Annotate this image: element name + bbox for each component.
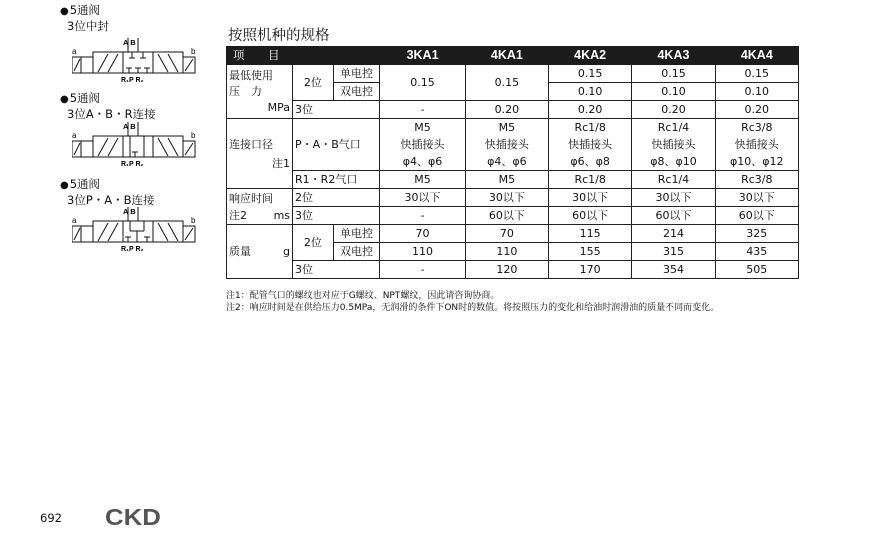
tube-size: φ6、φ8 <box>570 155 610 168</box>
tube-size: φ10、φ12 <box>730 155 784 168</box>
bullet-icon: ● <box>60 180 69 191</box>
header-model: 4KA1 <box>465 47 548 65</box>
position-label: 3位 <box>293 261 380 279</box>
port-type: 快插接头 <box>651 138 696 151</box>
double-solenoid-label: 双电控 <box>333 243 380 261</box>
bullet-icon: ● <box>60 94 69 105</box>
table-row <box>227 225 799 243</box>
solenoid-b-label: b <box>191 216 196 225</box>
table-cell: Rc1/4 <box>632 171 715 189</box>
table-row <box>227 261 799 279</box>
port-type: 快插接头 <box>484 138 529 151</box>
pressure-label <box>227 65 293 119</box>
table-cell: Rc1/8 <box>549 171 632 189</box>
response-note: 注2 <box>229 208 247 222</box>
table-cell: 0.15 <box>715 65 798 83</box>
table-cell: 60以下 <box>715 207 798 225</box>
table-cell: 30以下 <box>465 189 548 207</box>
spec-table <box>226 46 799 279</box>
table-cell: 30以下 <box>549 189 632 207</box>
solenoid-b-label: b <box>191 131 196 140</box>
table-row <box>227 171 799 189</box>
port-size: M5 <box>498 121 516 134</box>
position-label: 2位 <box>293 65 334 101</box>
ports-bottom-label: R₁P R₂ <box>121 161 144 168</box>
tube-size: φ4、φ6 <box>402 155 443 168</box>
table-cell: 0.20 <box>465 101 548 119</box>
valve-subtitle: 3位P・A・B连接 <box>67 193 155 207</box>
table-cell: - <box>380 261 465 279</box>
port-size: Rc3/8 <box>741 121 773 134</box>
table-cell: Rc3/8 <box>715 171 798 189</box>
table-cell: - <box>380 101 465 119</box>
valve-block-2 <box>60 91 156 122</box>
table-cell: 30以下 <box>715 189 798 207</box>
table-cell: 214 <box>632 225 715 243</box>
table-row <box>227 207 799 225</box>
port-label-line1: 连接口径 <box>229 137 273 151</box>
table-cell: 0.15 <box>380 65 465 101</box>
table-cell: 115 <box>549 225 632 243</box>
double-solenoid-label: 双电控 <box>333 83 380 101</box>
table-cell: 505 <box>715 261 798 279</box>
pressure-unit: MPa <box>267 100 291 114</box>
single-solenoid-label: 单电控 <box>333 225 380 243</box>
table-cell <box>380 119 465 171</box>
table-cell: 435 <box>715 243 798 261</box>
table-cell: 0.20 <box>632 101 715 119</box>
ports-top-label: A B <box>123 207 136 216</box>
table-cell <box>549 119 632 171</box>
table-title: 按照机种的规格 <box>228 28 330 44</box>
header-item: 项 目 <box>227 47 380 65</box>
table-cell: 0.20 <box>715 101 798 119</box>
table-cell: 30以下 <box>632 189 715 207</box>
position-label: 2位 <box>293 189 380 207</box>
solenoid-b-label: b <box>191 47 196 56</box>
header-model: 4KA2 <box>549 47 632 65</box>
table-cell: 155 <box>549 243 632 261</box>
valve-title: 5通阀 <box>69 91 101 105</box>
position-label: 3位 <box>293 101 380 119</box>
port-type: 快插接头 <box>568 138 613 151</box>
ports-top-label: A B <box>123 122 136 131</box>
response-label <box>227 189 293 225</box>
table-row <box>227 119 799 171</box>
ports-top-label: A B <box>123 38 136 47</box>
valve-symbol-exhaust-center <box>72 122 197 168</box>
port-note: 注1 <box>272 156 291 170</box>
response-label-line1: 响应时间 <box>229 191 273 205</box>
page-number: 692 <box>40 511 62 525</box>
table-cell: 30以下 <box>380 189 465 207</box>
table-cell: 60以下 <box>549 207 632 225</box>
table-cell: 60以下 <box>465 207 548 225</box>
table-cell: 120 <box>465 261 548 279</box>
table-cell: - <box>380 207 465 225</box>
bullet-icon: ● <box>60 6 69 17</box>
tube-size: φ4、φ6 <box>487 155 527 168</box>
table-cell: 0.20 <box>549 101 632 119</box>
footnote-1: 注1：配管气口的螺纹也对应于G螺纹、NPT螺纹，因此请咨询协商。 <box>226 291 500 301</box>
header-model: 3KA1 <box>380 47 465 65</box>
header-model: 4KA3 <box>632 47 715 65</box>
valve-block-3 <box>60 177 155 208</box>
port-size: M5 <box>414 121 431 134</box>
port-size: Rc1/8 <box>574 121 606 134</box>
mass-label-text: 质量 <box>229 245 251 258</box>
table-cell: 0.15 <box>632 65 715 83</box>
ckd-logo: CKD <box>105 504 161 530</box>
valve-subtitle: 3位A・B・R连接 <box>67 107 156 121</box>
table-cell: M5 <box>380 171 465 189</box>
table-cell: 70 <box>465 225 548 243</box>
table-cell: 0.15 <box>465 65 548 101</box>
mass-unit: g <box>283 245 291 258</box>
table-cell: 170 <box>549 261 632 279</box>
ports-bottom-label: R₁P R₂ <box>121 246 144 253</box>
solenoid-a-label: a <box>72 216 77 225</box>
tube-size: φ8、φ10 <box>650 155 697 168</box>
table-cell <box>465 119 548 171</box>
single-solenoid-label: 单电控 <box>333 65 380 83</box>
table-cell <box>632 119 715 171</box>
ports-bottom-label: R₁P R₂ <box>121 77 144 84</box>
table-row <box>227 101 799 119</box>
table-cell: 325 <box>715 225 798 243</box>
footnotes <box>226 290 719 314</box>
table-header-row <box>227 47 799 65</box>
table-cell: 315 <box>632 243 715 261</box>
table-cell: 0.10 <box>715 83 798 101</box>
solenoid-a-label: a <box>72 47 77 56</box>
position-label: 3位 <box>293 207 380 225</box>
header-model: 4KA4 <box>715 47 798 65</box>
valve-block-1 <box>60 3 109 34</box>
mass-label <box>227 225 293 279</box>
table-cell: 110 <box>465 243 548 261</box>
table-cell: 354 <box>632 261 715 279</box>
table-cell: 110 <box>380 243 465 261</box>
valve-subtitle: 3位中封 <box>67 19 109 33</box>
table-row <box>227 65 799 83</box>
table-cell <box>715 119 798 171</box>
port-type: 快插接头 <box>400 138 445 151</box>
port-label <box>227 119 293 189</box>
table-cell: 70 <box>380 225 465 243</box>
table-cell: 0.15 <box>549 65 632 83</box>
pab-port-label: P・A・B气口 <box>293 119 380 171</box>
pressure-label-line2: 压 力 <box>229 84 262 98</box>
table-cell: M5 <box>465 171 548 189</box>
response-unit: ms <box>273 208 291 222</box>
footnote-2: 注2：响应时间是在供给压力0.5MPa，无润滑的条件下ON时的数值。将按照压力的变化和给油时润滑油的质量不同而变化。 <box>226 303 720 313</box>
valve-title: 5通阀 <box>69 3 101 17</box>
valve-title: 5通阀 <box>69 177 101 191</box>
solenoid-a-label: a <box>72 131 77 140</box>
port-type: 快插接头 <box>734 138 779 151</box>
position-label: 2位 <box>293 225 334 261</box>
table-cell: 0.10 <box>549 83 632 101</box>
table-cell: 60以下 <box>632 207 715 225</box>
valve-symbol-closed-center <box>72 38 197 84</box>
pressure-label-line1: 最低使用 <box>229 68 273 82</box>
r12-port-label: R1・R2气口 <box>293 171 380 189</box>
table-row <box>227 189 799 207</box>
valve-symbol-pressure-center <box>72 207 197 253</box>
table-cell: 0.10 <box>632 83 715 101</box>
port-size: Rc1/4 <box>657 121 690 134</box>
